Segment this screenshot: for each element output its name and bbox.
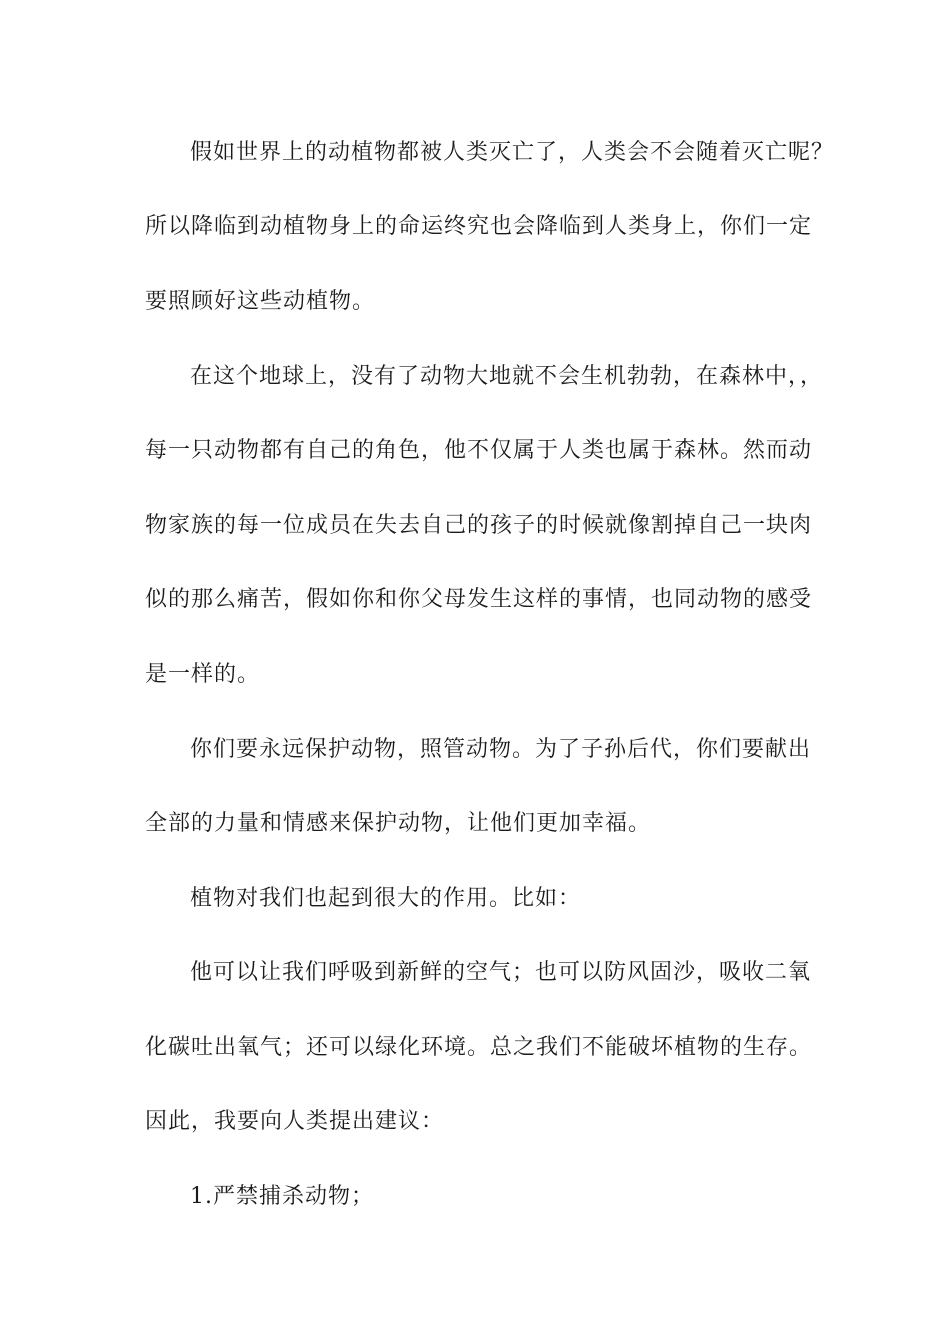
paragraph-3-line-2: 全部的力量和情感来保护动物，让他们更加幸福。 <box>145 811 652 836</box>
paragraph-2-line-5: 是一样的。 <box>145 662 261 687</box>
list-item-1: 1.严禁捕杀动物； <box>190 1184 374 1209</box>
paragraph-1-line-2: 所以降临到动植物身上的命运终究也会降临到人类身上，你们一定 <box>145 214 813 239</box>
paragraph-5-line-3: 因此，我要向人类提出建议： <box>145 1109 445 1134</box>
paragraph-1-line-3: 要照顾好这些动植物。 <box>145 289 376 314</box>
paragraph-5-line-1: 他可以让我们呼吸到新鲜的空气；也可以防风固沙，吸收二氧 <box>190 960 812 985</box>
paragraph-2-line-1: 在这个地球上，没有了动物大地就不会生机勃勃，在森林中，， <box>190 364 824 389</box>
paragraph-2-line-3: 物家族的每一位成员在失去自己的孩子的时候就像割掉自己一块肉 <box>145 513 813 538</box>
paragraph-5-line-2: 化碳吐出氧气；还可以绿化环境。总之我们不能破坏植物的生存。 <box>145 1035 813 1060</box>
paragraph-4-line-1: 植物对我们也起到很大的作用。比如： <box>190 886 582 911</box>
paragraph-2-line-4: 似的那么痛苦，假如你和你父母发生这样的事情，也同动物的感受 <box>145 587 813 612</box>
paragraph-2-line-2: 每一只动物都有自己的角色，他不仅属于人类也属于森林。然而动 <box>145 438 813 463</box>
paragraph-3-line-1: 你们要永远保护动物，照管动物。为了子孙后代，你们要献出 <box>190 737 812 762</box>
paragraph-1-line-1: 假如世界上的动植物都被人类灭亡了，人类会不会随着灭亡呢？ <box>190 140 835 165</box>
